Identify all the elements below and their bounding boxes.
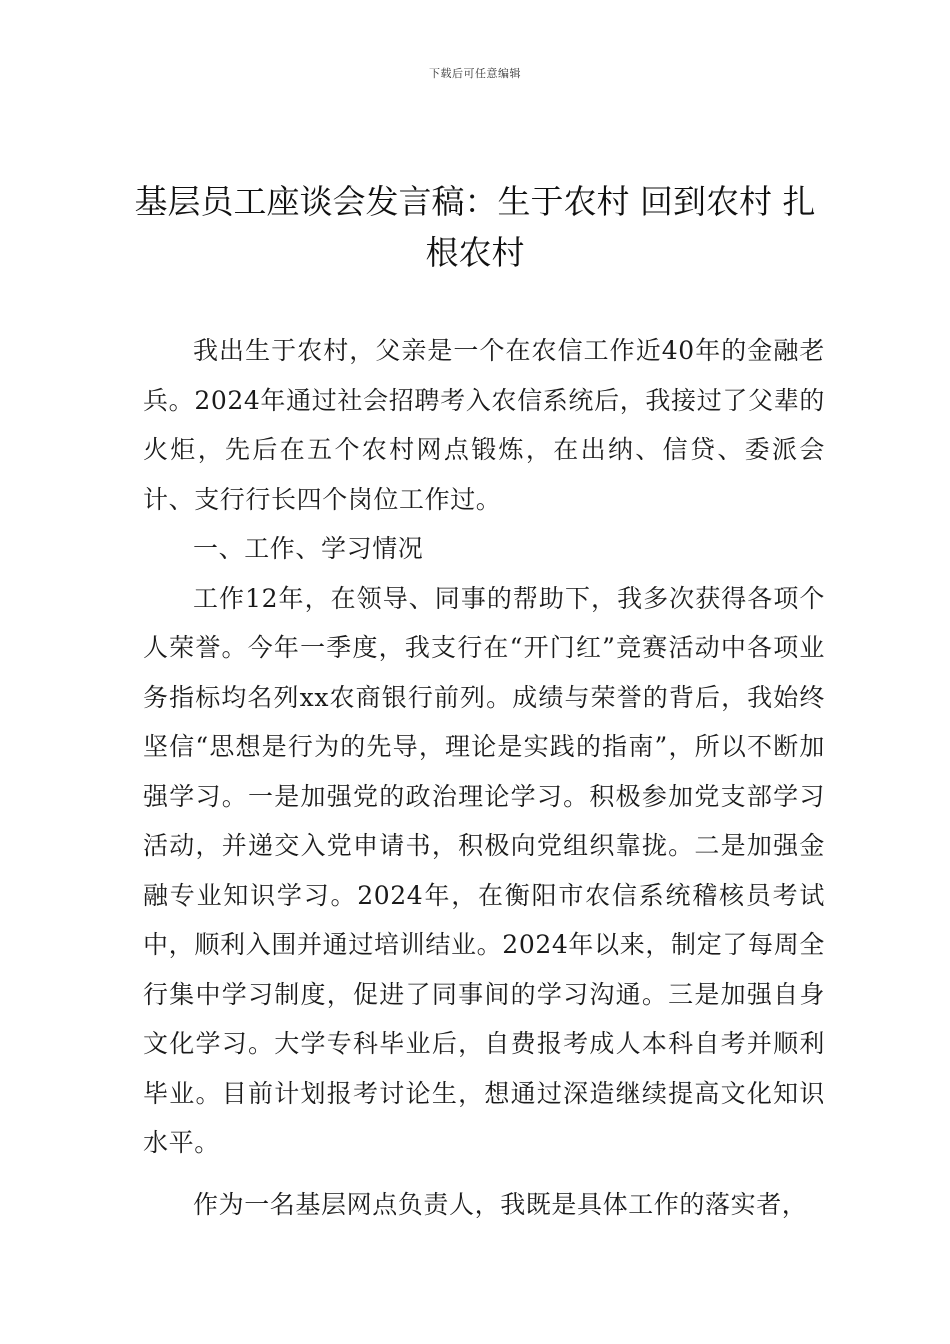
paragraph-intro: 我出生于农村，父亲是一个在农信工作近40年的金融老兵。2024年通过社会招聘考入农信系统后，我接过了父辈的火炬，先后在五个农村网点锻炼，在出纳、信贷、委派会计、支行行长四个岗位工作过。 bbox=[143, 336, 825, 514]
document-title: 基层员工座谈会发言稿：生于农村 回到农村 扎根农村 bbox=[134, 182, 816, 272]
document-body bbox=[143, 326, 825, 1229]
section-heading: 一、工作、学习情况 bbox=[193, 534, 424, 563]
paragraph-work-study: 工作12年，在领导、同事的帮助下，我多次获得各项个人荣誉。今年一季度，我支行在“开门红”竞赛活动中各项业务指标均名列xx农商银行前列。成绩与荣誉的背后，我始终坚信“思想是行为的先导，理论是实践的指南”，所以不断加强学习。一是加强党的政治理论学习。积极参加党支部学习活动，并递交入党申请书，积极向党组织靠拢。二是加强金融专业知识学习。2024年，在衡阳市农信系统稽核员考试中，顺利入围并通过培训结业。2024年以来，制定了每周全行集中学习制度，促进了同事间的学习沟通。三是加强自身文化学习。大学专科毕业后，自费报考成人本科自考并顺利毕业。目前计划报考讨论生，想通过深造继续提高文化知识水平。 bbox=[143, 583, 825, 1157]
page-header-note: 下载后可任意编辑 bbox=[429, 67, 521, 80]
paragraph-role: 作为一名基层网点负责人，我既是具体工作的落实者， bbox=[193, 1189, 808, 1219]
